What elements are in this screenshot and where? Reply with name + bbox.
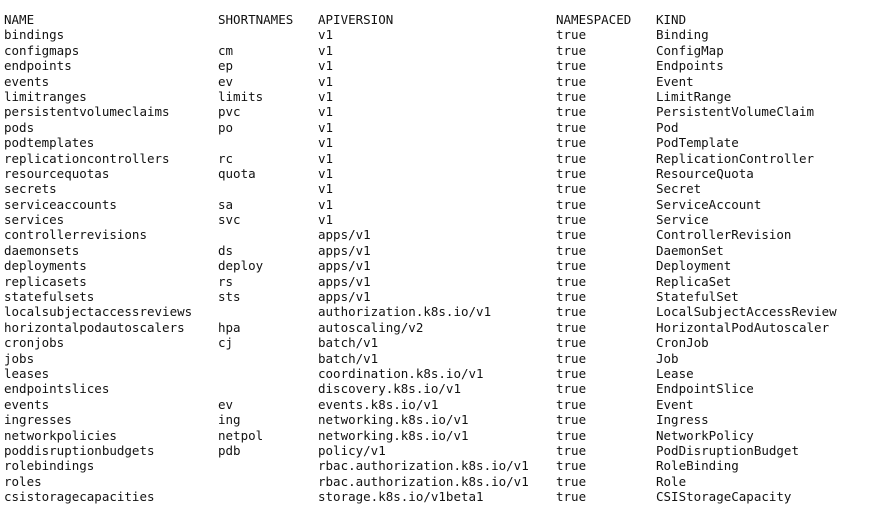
cell-kind: ServiceAccount bbox=[656, 196, 762, 212]
cell-namespaced: true bbox=[556, 458, 587, 474]
cell-name: statefulsets bbox=[4, 289, 95, 305]
cell-apiversion: v1 bbox=[318, 150, 334, 166]
cell-name: cronjobs bbox=[4, 335, 65, 351]
cell-kind: Role bbox=[656, 473, 687, 489]
cell-shortnames: ing bbox=[218, 412, 241, 428]
cell-shortnames: po bbox=[218, 119, 234, 135]
cell-apiversion: apps/v1 bbox=[318, 227, 371, 243]
table-row bbox=[4, 320, 876, 335]
cell-name: rolebindings bbox=[4, 458, 95, 474]
cell-apiversion: rbac.authorization.k8s.io/v1 bbox=[318, 458, 529, 474]
cell-kind: EndpointSlice bbox=[656, 381, 754, 397]
cell-name: replicasets bbox=[4, 273, 87, 289]
cell-kind: HorizontalPodAutoscaler bbox=[656, 319, 830, 335]
cell-kind: ReplicationController bbox=[656, 150, 815, 166]
cell-apiversion: coordination.k8s.io/v1 bbox=[318, 365, 484, 381]
cell-namespaced: true bbox=[556, 135, 587, 151]
header-shortnames: SHORTNAMES bbox=[218, 12, 294, 27]
cell-namespaced: true bbox=[556, 165, 587, 181]
cell-apiversion: autoscaling/v2 bbox=[318, 319, 424, 335]
cell-name: leases bbox=[4, 365, 50, 381]
cell-namespaced: true bbox=[556, 427, 587, 443]
cell-shortnames bbox=[218, 181, 318, 196]
cell-namespaced: true bbox=[556, 212, 587, 228]
cell-shortnames: pdb bbox=[218, 442, 241, 458]
table-row bbox=[4, 397, 876, 412]
cell-shortnames: ev bbox=[218, 396, 234, 412]
cell-name: roles bbox=[4, 473, 42, 489]
cell-apiversion: events.k8s.io/v1 bbox=[318, 396, 439, 412]
cell-kind: CronJob bbox=[656, 335, 709, 351]
cell-namespaced: true bbox=[556, 196, 587, 212]
cell-name: events bbox=[4, 73, 50, 89]
cell-shortnames bbox=[218, 366, 318, 381]
cell-shortnames: limits bbox=[218, 88, 264, 104]
cell-kind: ResourceQuota bbox=[656, 165, 754, 181]
cell-kind: Job bbox=[656, 350, 679, 366]
cell-kind: Ingress bbox=[656, 412, 709, 428]
cell-apiversion: apps/v1 bbox=[318, 258, 371, 274]
cell-namespaced: true bbox=[556, 365, 587, 381]
cell-namespaced: true bbox=[556, 227, 587, 243]
table-row bbox=[4, 120, 876, 135]
table-row bbox=[4, 428, 876, 443]
cell-name: poddisruptionbudgets bbox=[4, 442, 155, 458]
cell-apiversion: discovery.k8s.io/v1 bbox=[318, 381, 461, 397]
cell-apiversion: v1 bbox=[318, 135, 334, 151]
cell-shortnames: ep bbox=[218, 58, 234, 74]
cell-shortnames bbox=[218, 474, 318, 489]
cell-kind: RoleBinding bbox=[656, 458, 739, 474]
cell-namespaced: true bbox=[556, 27, 587, 43]
cell-apiversion: v1 bbox=[318, 104, 334, 120]
cell-namespaced: true bbox=[556, 442, 587, 458]
cell-name: podtemplates bbox=[4, 135, 95, 151]
header-namespaced: NAMESPACED bbox=[556, 12, 632, 27]
cell-apiversion: networking.k8s.io/v1 bbox=[318, 412, 469, 428]
cell-shortnames: hpa bbox=[218, 319, 241, 335]
cell-kind: LimitRange bbox=[656, 88, 732, 104]
table-row bbox=[4, 212, 876, 227]
cell-shortnames: svc bbox=[218, 212, 241, 228]
cell-apiversion: v1 bbox=[318, 212, 334, 228]
cell-namespaced: true bbox=[556, 335, 587, 351]
cell-shortnames: pvc bbox=[218, 104, 241, 120]
cell-namespaced: true bbox=[556, 119, 587, 135]
table-row bbox=[4, 351, 876, 366]
cell-apiversion: v1 bbox=[318, 196, 334, 212]
header-name: NAME bbox=[4, 12, 35, 27]
cell-namespaced: true bbox=[556, 42, 587, 58]
cell-apiversion: authorization.k8s.io/v1 bbox=[318, 304, 492, 320]
cell-name: secrets bbox=[4, 181, 57, 197]
table-row bbox=[4, 27, 876, 42]
cell-apiversion: v1 bbox=[318, 165, 334, 181]
cell-shortnames: rs bbox=[218, 273, 234, 289]
table-row bbox=[4, 243, 876, 258]
cell-name: endpoints bbox=[4, 58, 72, 74]
cell-shortnames: rc bbox=[218, 150, 234, 166]
table-row bbox=[4, 304, 876, 319]
cell-name: limitranges bbox=[4, 88, 87, 104]
cell-name: deployments bbox=[4, 258, 87, 274]
cell-kind: PodDisruptionBudget bbox=[656, 442, 799, 458]
cell-name: horizontalpodautoscalers bbox=[4, 319, 185, 335]
table-row bbox=[4, 135, 876, 150]
table-row bbox=[4, 89, 876, 104]
table-row bbox=[4, 412, 876, 427]
cell-kind: NetworkPolicy bbox=[656, 427, 754, 443]
cell-shortnames: ev bbox=[218, 73, 234, 89]
cell-kind: LocalSubjectAccessReview bbox=[656, 304, 837, 320]
table-row bbox=[4, 151, 876, 166]
cell-kind: CSIStorageCapacity bbox=[656, 489, 792, 505]
cell-namespaced: true bbox=[556, 58, 587, 74]
cell-namespaced: true bbox=[556, 104, 587, 120]
cell-namespaced: true bbox=[556, 396, 587, 412]
cell-shortnames: cm bbox=[218, 42, 234, 58]
cell-shortnames: cj bbox=[218, 335, 234, 351]
cell-kind: Event bbox=[656, 73, 694, 89]
table-row bbox=[4, 166, 876, 181]
table-row bbox=[4, 74, 876, 89]
cell-apiversion: apps/v1 bbox=[318, 273, 371, 289]
cell-name: pods bbox=[4, 119, 35, 135]
table-row bbox=[4, 227, 876, 242]
cell-namespaced: true bbox=[556, 350, 587, 366]
table-row bbox=[4, 258, 876, 273]
table-row bbox=[4, 381, 876, 396]
cell-kind: Event bbox=[656, 396, 694, 412]
clipped-next-line bbox=[4, 501, 604, 506]
cell-name: replicationcontrollers bbox=[4, 150, 170, 166]
cell-name: resourcequotas bbox=[4, 165, 110, 181]
cell-kind: PodTemplate bbox=[656, 135, 739, 151]
cell-kind: Pod bbox=[656, 119, 679, 135]
cell-name: localsubjectaccessreviews bbox=[4, 304, 193, 320]
cell-apiversion: v1 bbox=[318, 88, 334, 104]
table-row bbox=[4, 104, 876, 119]
cell-kind: DaemonSet bbox=[656, 242, 724, 258]
table-body bbox=[4, 27, 876, 504]
cell-shortnames bbox=[218, 304, 318, 319]
cell-kind: ReplicaSet bbox=[656, 273, 732, 289]
cell-kind: Binding bbox=[656, 27, 709, 43]
cell-shortnames: sts bbox=[218, 289, 241, 305]
cell-kind: ConfigMap bbox=[656, 42, 724, 58]
table-row bbox=[4, 458, 876, 473]
table-header bbox=[4, 12, 876, 27]
cell-apiversion: apps/v1 bbox=[318, 242, 371, 258]
cell-name: ingresses bbox=[4, 412, 72, 428]
cell-shortnames bbox=[218, 381, 318, 396]
table-row bbox=[4, 335, 876, 350]
cell-shortnames: deploy bbox=[218, 258, 264, 274]
cell-shortnames bbox=[218, 351, 318, 366]
cell-name: controllerrevisions bbox=[4, 227, 147, 243]
cell-kind: Endpoints bbox=[656, 58, 724, 74]
cell-name: csistoragecapacities bbox=[4, 489, 155, 505]
cell-namespaced: true bbox=[556, 88, 587, 104]
table-row bbox=[4, 197, 876, 212]
cell-apiversion: v1 bbox=[318, 119, 334, 135]
cell-namespaced: true bbox=[556, 181, 587, 197]
table-row bbox=[4, 366, 876, 381]
cell-kind: PersistentVolumeClaim bbox=[656, 104, 815, 120]
cell-namespaced: true bbox=[556, 258, 587, 274]
cell-name: serviceaccounts bbox=[4, 196, 117, 212]
cell-name: endpointslices bbox=[4, 381, 110, 397]
table-row bbox=[4, 181, 876, 196]
cell-kind: Secret bbox=[656, 181, 702, 197]
cell-shortnames: ds bbox=[218, 242, 234, 258]
table-row bbox=[4, 474, 876, 489]
cell-name: events bbox=[4, 396, 50, 412]
cell-namespaced: true bbox=[556, 304, 587, 320]
cell-name: networkpolicies bbox=[4, 427, 117, 443]
cell-apiversion: v1 bbox=[318, 58, 334, 74]
cell-namespaced: true bbox=[556, 319, 587, 335]
cell-apiversion: networking.k8s.io/v1 bbox=[318, 427, 469, 443]
cell-shortnames bbox=[218, 458, 318, 473]
cell-namespaced: true bbox=[556, 473, 587, 489]
cell-kind: StatefulSet bbox=[656, 289, 739, 305]
cell-shortnames: quota bbox=[218, 165, 256, 181]
cell-namespaced: true bbox=[556, 242, 587, 258]
cell-apiversion: apps/v1 bbox=[318, 289, 371, 305]
cell-namespaced: true bbox=[556, 73, 587, 89]
table-row bbox=[4, 43, 876, 58]
cell-namespaced: true bbox=[556, 289, 587, 305]
cell-shortnames bbox=[218, 27, 318, 42]
table-row bbox=[4, 58, 876, 73]
cell-shortnames bbox=[218, 135, 318, 150]
cell-name: services bbox=[4, 212, 65, 228]
cell-apiversion: v1 bbox=[318, 181, 334, 197]
cell-namespaced: true bbox=[556, 381, 587, 397]
cell-shortnames bbox=[218, 227, 318, 242]
cell-apiversion: v1 bbox=[318, 73, 334, 89]
header-apiversion: APIVERSION bbox=[318, 12, 394, 27]
cell-apiversion: storage.k8s.io/v1beta1 bbox=[318, 489, 484, 505]
cell-apiversion: v1 bbox=[318, 27, 334, 43]
cell-name: persistentvolumeclaims bbox=[4, 104, 170, 120]
cell-namespaced: true bbox=[556, 273, 587, 289]
cell-apiversion: rbac.authorization.k8s.io/v1 bbox=[318, 473, 529, 489]
header-kind: KIND bbox=[656, 12, 687, 27]
cell-apiversion: policy/v1 bbox=[318, 442, 386, 458]
table-row bbox=[4, 289, 876, 304]
terminal-output bbox=[4, 12, 876, 505]
cell-kind: Deployment bbox=[656, 258, 732, 274]
cell-shortnames: sa bbox=[218, 196, 234, 212]
cell-name: daemonsets bbox=[4, 242, 80, 258]
cell-apiversion: v1 bbox=[318, 42, 334, 58]
cell-kind: Lease bbox=[656, 365, 694, 381]
table-row bbox=[4, 443, 876, 458]
cell-name: jobs bbox=[4, 350, 35, 366]
cell-kind: ControllerRevision bbox=[656, 227, 792, 243]
cell-apiversion: batch/v1 bbox=[318, 350, 379, 366]
cell-kind: Service bbox=[656, 212, 709, 228]
cell-name: configmaps bbox=[4, 42, 80, 58]
cell-shortnames: netpol bbox=[218, 427, 264, 443]
cell-namespaced: true bbox=[556, 412, 587, 428]
cell-namespaced: true bbox=[556, 150, 587, 166]
table-row bbox=[4, 274, 876, 289]
cell-namespaced: true bbox=[556, 489, 587, 505]
cell-apiversion: batch/v1 bbox=[318, 335, 379, 351]
cell-name: bindings bbox=[4, 27, 65, 43]
